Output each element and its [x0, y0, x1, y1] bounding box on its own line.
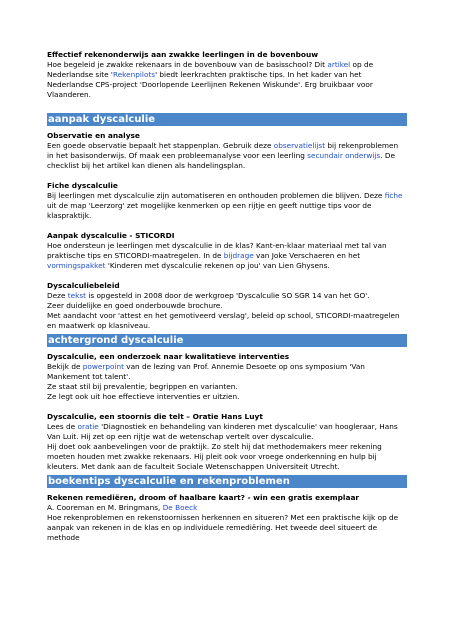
body-text: 'Kinderen met dyscalculie rekenen op jou' van Lien Ghysens. — [105, 261, 330, 270]
article-title: Dyscalculie, een stoornis die telt – Oratie Hans Luyt — [47, 412, 263, 421]
article-body — [47, 291, 407, 331]
article-effectief-rekenonderwijs-aan-zwakke-leer — [47, 50, 407, 100]
document-page — [47, 50, 407, 543]
body-text: van Joke Verschaeren en het — [253, 251, 361, 260]
section-heading-achtergrond-dyscalculie: achtergrond dyscalculie — [47, 334, 407, 347]
article-dyscalculie-een-onderzoek-naar-kwalitati — [47, 352, 407, 402]
section-heading-aanpak-dyscalculie: aanpak dyscalculie — [47, 113, 407, 126]
body-text: Hoe rekenproblemen en rekenstoornissen herkennen en situeren? Met een praktische kijk op de aanpak van rekenen in de klas en op individuele remediëring. Het tweede deel situeert de methode — [47, 513, 399, 542]
body-text: Hoe ondersteun je leerlingen met dyscalculie in de klas? Kant-en-klaar materiaal met tal van praktische tips en STICORDI-maatregelen. In de — [47, 241, 387, 260]
body-text: uit de map 'Leerzorg' zet mogelijke kenmerken op een rijtje en geeft nuttige tips voor de klaspraktijk. — [47, 201, 372, 220]
article-body — [47, 422, 407, 472]
article-body — [47, 141, 407, 171]
body-text: Lees de — [47, 422, 78, 431]
link-powerpoint[interactable]: powerpoint — [82, 362, 124, 371]
body-text: . De checklist bij het artikel kan dienen als handelingsplan. — [47, 151, 395, 170]
article-title: Dyscalculiebeleid — [47, 281, 120, 290]
body-text: Bekijk de — [47, 362, 83, 371]
article-body — [47, 241, 407, 271]
body-text: ' biedt leerkrachten praktische tips. In het kader van het Nederlandse CPS-project 'Doorlopende Leerlijnen Rekenen Wiskunde'. Erg bruikbaar voor Vlaanderen. — [47, 70, 373, 99]
link-secundair-onderwijs[interactable]: secundair onderwijs — [307, 151, 381, 160]
article-aanpak-dyscalculie-sticordi — [47, 231, 407, 271]
link-bijdrage[interactable]: bijdrage — [223, 251, 254, 260]
article-title: Effectief rekenonderwijs aan zwakke leerlingen in de bovenbouw — [47, 50, 319, 59]
link-tekst[interactable]: tekst — [67, 291, 86, 300]
article-fiche-dyscalculie — [47, 181, 407, 221]
section-heading-boekentips-dyscalculie-en-rekenproblemen: boekentips dyscalculie en rekenproblemen — [47, 475, 407, 488]
article-body — [47, 191, 407, 221]
body-text: Een goede observatie bepaalt het stappenplan. Gebruik deze — [47, 141, 274, 150]
body-text: van de lezing van Prof. Annemie Desoete op ons symposium 'Van Mankement tot talent'. Ze staat stil bij prevalentie, begrippen en varianten. Ze legt ook uit hoe effectieve interventies er uitzien. — [47, 362, 365, 401]
body-text: Hoe begeleid je zwakke rekenaars in de bovenbouw van de basisschool? Dit — [47, 60, 328, 69]
body-text: Deze — [47, 291, 68, 300]
article-observatie-en-analyse — [47, 131, 407, 171]
article-body — [47, 60, 407, 100]
body-text: A. Cooreman en M. Bringmans, — [47, 503, 163, 512]
link-fiche[interactable]: fiche — [384, 191, 403, 200]
article-body — [47, 362, 407, 402]
body-text: Bij leerlingen met dyscalculie zijn automatiseren en onthouden problemen die blijven. Deze — [47, 191, 385, 200]
article-title: Observatie en analyse — [47, 131, 140, 140]
body-text: bij rekenproblemen in het basisonderwijs. Of maak een probleemanalyse voor een leerling — [47, 141, 399, 160]
link-artikel[interactable]: artikel — [327, 60, 351, 69]
article-dyscalculiebeleid — [47, 281, 407, 331]
article-dyscalculie-een-stoornis-die-telt-oratie — [47, 412, 407, 472]
body-text: is opgesteld in 2008 door de werkgroep 'Dyscalculie SO SGR 14 van het GO'. Zeer duidelijke en goed onderbouwde brochure. Met aandacht voor 'attest en het gemotiveerd verslag', beleid op school, STICORDI-maatregelen en maatwerk op klasniveau. — [47, 291, 400, 330]
article-title: Dyscalculie, een onderzoek naar kwalitatieve interventies — [47, 352, 290, 361]
body-text: op de Nederlandse site ' — [47, 60, 374, 79]
article-rekenen-remedi-ren-droom-of-haalbare-kaa — [47, 493, 407, 543]
link-vormingspakket[interactable]: vormingspakket — [47, 261, 106, 270]
article-title: Fiche dyscalculie — [47, 181, 118, 190]
body-text: 'Diagnostiek en behandeling van kinderen met dyscalculie' van hoogleraar, Hans Van Luit. Hij zet op een rijtje wat de wetenschap vertelt over dyscalculie. Hij doet ook aanbevelingen voor de praktijk. Zo stelt hij dat methodemakers meer rekening moeten houden met zwakke rekenaars. Hij pleit ook voor vroege onderkenning en hulp bij kleuters. Met dank aan de faculteit Sociale Wetenschappen Universiteit Utrecht. — [47, 422, 398, 471]
article-title: Rekenen remediëren, droom of haalbare kaart? - win een gratis exemplaar — [47, 493, 360, 502]
article-title: Aanpak dyscalculie - STICORDI — [47, 231, 175, 240]
link-de-boeck[interactable]: De Boeck — [162, 503, 198, 512]
link-observatielijst[interactable]: observatielijst — [273, 141, 326, 150]
article-body — [47, 503, 407, 543]
link-rekenpilots[interactable]: Rekenpilots — [112, 70, 156, 79]
link-oratie[interactable]: oratie — [77, 422, 99, 431]
